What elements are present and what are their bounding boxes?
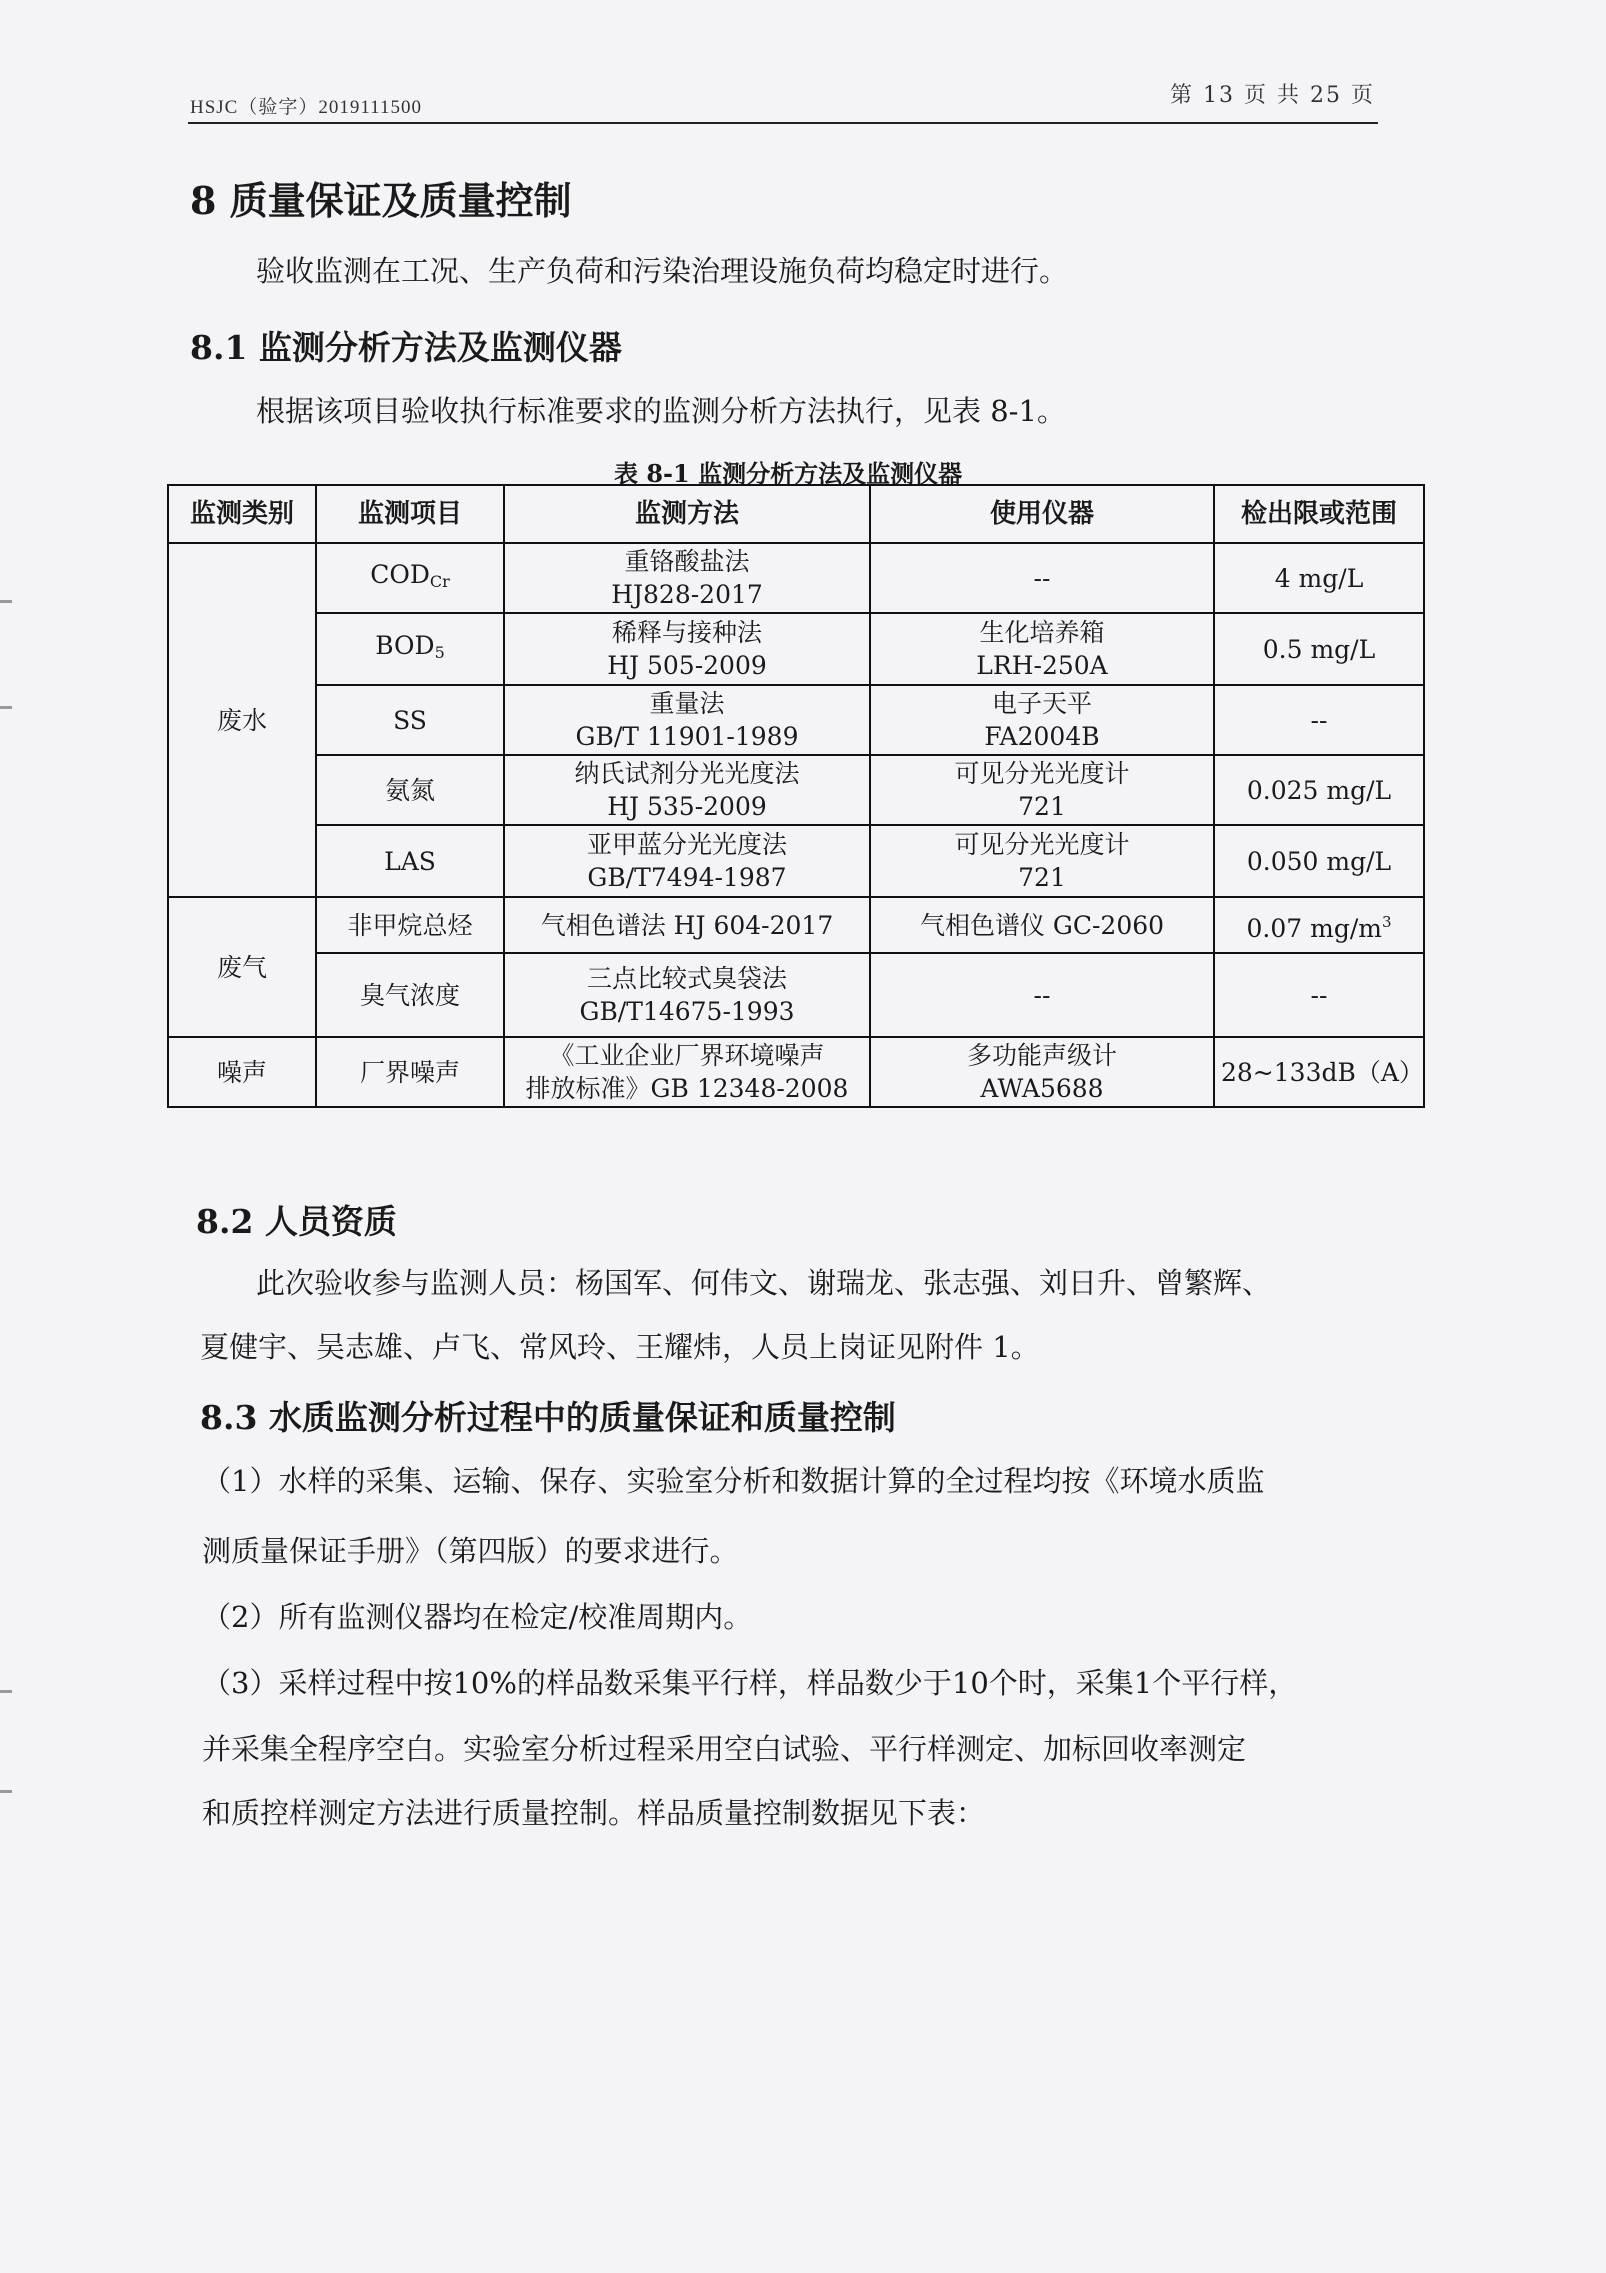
scan-mark [0, 1790, 12, 1793]
section-8-title: 8 质量保证及质量控制 [190, 178, 572, 223]
table-row [168, 543, 1424, 613]
limit-cell: 0.07 $mg/m^3$ [1214, 897, 1424, 953]
instrument-cell: 电子天平 FA2004B [870, 685, 1214, 755]
table-row [168, 613, 1424, 685]
limit-cell: 0.5 mg/L [1214, 613, 1424, 685]
section-8-3-p2: （2）所有监测仪器均在检定/校准周期内。 [202, 1600, 753, 1634]
item-cell: $BOD_5$ [316, 613, 504, 685]
section-8-1-title: 8.1 监测分析方法及监测仪器 [190, 328, 622, 367]
header-limit: 检出限或范围 [1214, 485, 1424, 543]
table-row [168, 825, 1424, 897]
item-cell: LAS [316, 825, 504, 897]
report-number: HSJC（验字）2019111500 [190, 97, 422, 118]
instrument-cell: 可见分光光度计 721 [870, 825, 1214, 897]
header-category: 监测类别 [168, 485, 316, 543]
table-row [168, 685, 1424, 755]
method-cell: 三点比较式臭袋法 GB/T14675-1993 [504, 953, 870, 1037]
method-cell: 重铬酸盐法 HJ828-2017 [504, 543, 870, 613]
section-8-3-p1a: （1）水样的采集、运输、保存、实验室分析和数据计算的全过程均按《环境水质监 [202, 1464, 1265, 1498]
item-cell: 臭气浓度 [316, 953, 504, 1037]
limit-cell: -- [1214, 953, 1424, 1037]
limit-cell: 0.025 mg/L [1214, 755, 1424, 825]
instrument-cell: -- [870, 543, 1214, 613]
table-row [168, 953, 1424, 1037]
section-8-3-p3a: （3）采样过程中按10%的样品数采集平行样，样品数少于10个时，采集1个平行样， [202, 1666, 1298, 1700]
limit-cell: 0.050 mg/L [1214, 825, 1424, 897]
header-item: 监测项目 [316, 485, 504, 543]
section-8-3-title: 8.3 水质监测分析过程中的质量保证和质量控制 [200, 1398, 896, 1437]
scan-mark [0, 706, 12, 709]
header-instrument: 使用仪器 [870, 485, 1214, 543]
section-8-2-line2: 夏健宇、吴志雄、卢飞、常风玲、王耀炜，人员上岗证见附件 1。 [200, 1330, 1040, 1364]
method-cell: 稀释与接种法 HJ 505-2009 [504, 613, 870, 685]
section-8-1-intro: 根据该项目验收执行标准要求的监测分析方法执行，见表 8-1。 [256, 394, 1066, 428]
method-cell: 重量法 GB/T 11901-1989 [504, 685, 870, 755]
item-cell: $COD_{Cr}$ [316, 543, 504, 613]
instrument-cell: -- [870, 953, 1214, 1037]
table-row [168, 897, 1424, 953]
table-row [168, 755, 1424, 825]
scan-mark [0, 600, 12, 603]
header-method: 监测方法 [504, 485, 870, 543]
section-8-3-p3c: 和质控样测定方法进行质量控制。样品质量控制数据见下表： [202, 1796, 986, 1830]
section-8-2-line1: 此次验收参与监测人员：杨国军、何伟文、谢瑞龙、张志强、刘日升、曾繁辉、 [256, 1266, 1272, 1300]
method-cell: 《工业企业厂界环境噪声 排放标准》GB 12348-2008 [504, 1037, 870, 1107]
method-cell: 亚甲蓝分光光度法 GB/T7494-1987 [504, 825, 870, 897]
category-cell: 废水 [168, 543, 316, 897]
limit-cell: 28~133dB（A） [1214, 1037, 1424, 1107]
category-cell: 噪声 [168, 1037, 316, 1107]
category-cell: 废气 [168, 897, 316, 1037]
section-8-3-p3b: 并采集全程序空白。实验室分析过程采用空白试验、平行样测定、加标回收率测定 [202, 1732, 1247, 1766]
table-header-row [168, 485, 1424, 543]
limit-cell: 4 mg/L [1214, 543, 1424, 613]
item-cell: 氨氮 [316, 755, 504, 825]
table-caption: 表 8-1 监测分析方法及监测仪器 [614, 459, 963, 488]
page-number: 第 13 页 共 25 页 [1170, 83, 1375, 108]
section-8-2-title: 8.2 人员资质 [196, 1202, 397, 1241]
limit-cell: -- [1214, 685, 1424, 755]
scan-mark [0, 1690, 12, 1693]
instrument-cell: 生化培养箱 LRH-250A [870, 613, 1214, 685]
section-8-3-p1b: 测质量保证手册》（第四版）的要求进行。 [202, 1534, 739, 1568]
method-cell: 气相色谱法 HJ 604-2017 [504, 897, 870, 953]
instrument-cell: 可见分光光度计 721 [870, 755, 1214, 825]
header-rule [188, 122, 1378, 124]
method-cell: 纳氏试剂分光光度法 HJ 535-2009 [504, 755, 870, 825]
item-cell: 非甲烷总烃 [316, 897, 504, 953]
methods-table [167, 484, 1425, 1108]
section-8-intro: 验收监测在工况、生产负荷和污染治理设施负荷均稳定时进行。 [256, 254, 1069, 288]
instrument-cell: 气相色谱仪 GC-2060 [870, 897, 1214, 953]
instrument-cell: 多功能声级计 AWA5688 [870, 1037, 1214, 1107]
item-cell: 厂界噪声 [316, 1037, 504, 1107]
item-cell: SS [316, 685, 504, 755]
table-row [168, 1037, 1424, 1107]
